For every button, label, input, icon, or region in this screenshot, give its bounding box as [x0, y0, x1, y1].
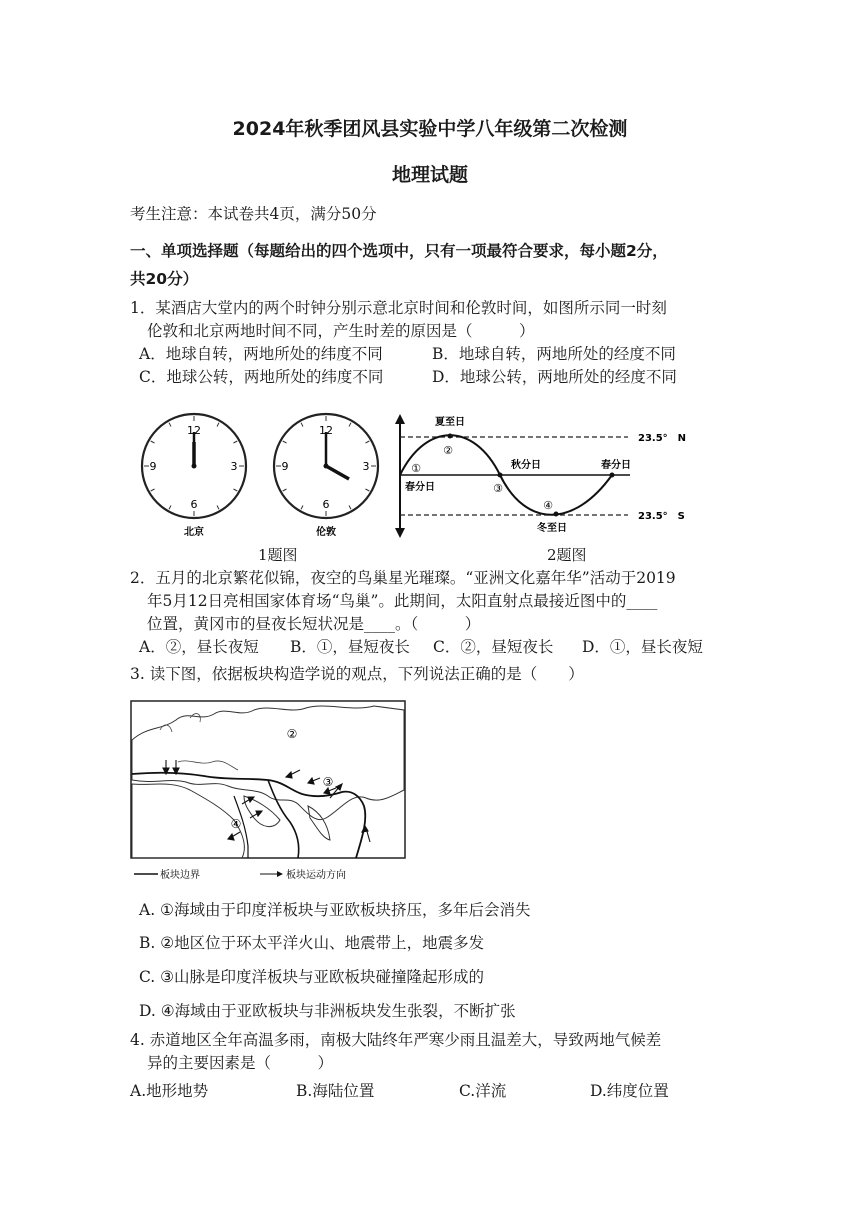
mark-4: ④	[543, 499, 553, 512]
q2-option-d: D．①，昼长夜短	[582, 638, 703, 656]
clock-london-numeral-6: 6	[322, 498, 330, 511]
q4-option-c: C.洋流	[459, 1082, 507, 1100]
legend-boundary-label: 板块边界	[160, 870, 200, 881]
q4-option-b: B.海陆位置	[296, 1082, 375, 1100]
map-mark-4: ④	[230, 817, 242, 831]
q2-option-c: C．②，昼短夜长	[433, 638, 554, 656]
q2-stem-line3: 位置，黄冈市的昼夜长短状况是____。（ ）	[147, 615, 481, 633]
q1-stem-line2: 伦敦和北京两地时间不同，产生时差的原因是（ ）	[147, 322, 535, 340]
label-tropic-south: 23.5° S	[638, 511, 685, 522]
q1-option-b: B．地球自转，两地所处的经度不同	[432, 345, 676, 363]
q1-option-c: C．地球公转，两地所处的纬度不同	[139, 368, 384, 386]
clock-beijing-numeral-3: 3	[230, 460, 238, 473]
clock-beijing-label: 北京	[184, 527, 204, 538]
clock-beijing-numeral-9: 9	[149, 460, 157, 473]
label-winter-solstice: 冬至日	[537, 523, 567, 534]
legend-direction-label: 板块运动方向	[286, 870, 346, 881]
clock-london-numeral-3: 3	[362, 460, 370, 473]
mark-1: ①	[411, 462, 421, 475]
mark-2: ②	[443, 444, 453, 457]
q4-stem-line2: 异的主要因素是（ ）	[147, 1054, 334, 1072]
q2-option-b: B．①，昼短夜长	[290, 638, 410, 656]
figure-3-plate-map	[130, 700, 406, 885]
exam-subtitle: 地理试题	[391, 164, 468, 186]
label-autumn-equinox: 秋分日	[511, 460, 541, 471]
q3-option-b: B. ②地区位于环太平洋火山、地震带上，地震多发	[139, 934, 485, 952]
q4-stem-line1: 4. 赤道地区全年高温多雨，南极大陆终年严寒少雨且温差大，导致两地气候差	[130, 1031, 662, 1049]
q3-option-c: C. ③山脉是印度洋板块与亚欧板块碰撞隆起形成的	[139, 968, 485, 986]
section-heading-line2: 共20分）	[130, 270, 199, 288]
q1-option-a: A．地球自转，两地所处的纬度不同	[139, 345, 383, 363]
map-mark-3: ③	[322, 775, 334, 789]
figure-2-sun-path	[388, 412, 694, 542]
exam-notice: 考生注意：本试卷共4页，满分50分	[130, 205, 377, 223]
q4-option-a: A.地形地势	[130, 1082, 209, 1100]
q2-option-a: A．②，昼长夜短	[139, 638, 259, 656]
clock-london-numeral-12: 12	[319, 424, 333, 437]
clock-london-label: 伦敦	[316, 527, 336, 538]
section-heading-line1: 一、单项选择题（每题给出的四个选项中，只有一项最符合要求，每小题2分，	[130, 242, 668, 260]
clock-beijing-numeral-12: 12	[187, 424, 201, 437]
clock-beijing-numeral-6: 6	[190, 498, 198, 511]
label-spring-equinox-right: 春分日	[601, 460, 631, 471]
figure-2-caption: 2题图	[547, 546, 587, 564]
exam-title: 2024年秋季团风县实验中学八年级第二次检测	[232, 118, 628, 140]
q1-option-d: D．地球公转，两地所处的经度不同	[432, 368, 677, 386]
mark-3: ③	[493, 482, 503, 495]
q3-option-a: A. ①海域由于印度洋板块与亚欧板块挤压，多年后会消失	[139, 901, 531, 919]
q2-stem-line2: 年5月12日亮相国家体育场“鸟巢”。此期间，太阳直射点最接近图中的____	[147, 592, 658, 610]
clock-london	[274, 414, 378, 538]
figure-1-caption: 1题图	[258, 546, 298, 564]
q4-option-d: D.纬度位置	[590, 1082, 669, 1100]
q3-stem: 3. 读下图，依据板块构造学说的观点，下列说法正确的是（ ）	[130, 665, 584, 683]
q2-stem-line1: 2．五月的北京繁花似锦，夜空的鸟巢星光璀璨。“亚洲文化嘉年华”活动于2019	[130, 569, 676, 587]
label-spring-equinox-left: 春分日	[405, 482, 435, 493]
q3-option-d: D. ④海域由于亚欧板块与非洲板块发生张裂，不断扩张	[139, 1002, 516, 1020]
label-tropic-north: 23.5° N	[638, 433, 687, 444]
q1-stem-line1: 1．某酒店大堂内的两个时钟分别示意北京时间和伦敦时间，如图所示同一时刻	[130, 299, 667, 317]
figure-1-clocks	[134, 412, 384, 542]
label-summer-solstice: 夏至日	[435, 417, 465, 428]
clock-london-numeral-9: 9	[281, 460, 289, 473]
clock-beijing	[142, 414, 246, 538]
map-mark-2: ②	[286, 727, 298, 741]
